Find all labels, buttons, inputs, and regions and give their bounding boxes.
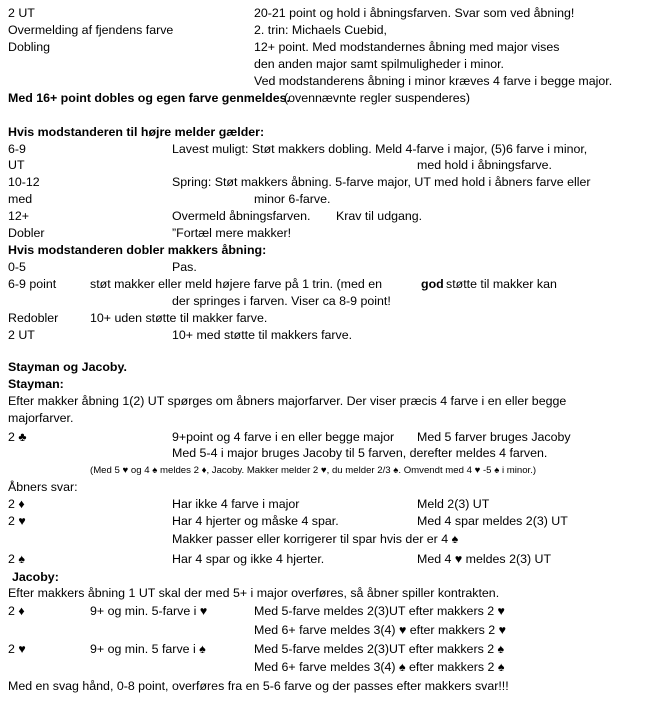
- text-line: Med 4 ♥ meldes 2(3) UT: [417, 552, 552, 566]
- text-line: Åbners svar:: [8, 480, 78, 494]
- heading-text: Stayman og Jacoby.: [8, 360, 127, 374]
- text-line: 2 ♥: [8, 642, 26, 656]
- text-line: UT: [8, 158, 25, 172]
- text-line: Overmelding af fjendens farve: [8, 23, 174, 37]
- text-line: 20-21 point og hold i åbningsfarven. Svar som ved åbning!: [254, 6, 575, 20]
- text-line: Med 5 farver bruges Jacoby: [417, 430, 571, 444]
- text-line: Ved modstanderens åbning i minor kræves 4 farve i begge major.: [254, 74, 613, 88]
- text-line: (Med 5 ♥ og 4 ♠ meldes 2 ♦, Jacoby. Makker melder 2 ♥, du melder 2/3 ♠. Omvendt med 4 ♥ -5 ♠ i minor.): [90, 465, 537, 476]
- text-line: Har 4 spar og ikke 4 hjerter.: [172, 552, 325, 566]
- text-line: 10+ med støtte til makkers farve.: [172, 328, 353, 342]
- text-line: Har 4 hjerter og måske 4 spar.: [172, 514, 339, 528]
- text-line: støtte til makker kan: [446, 277, 557, 291]
- text-line: Har ikke 4 farve i major: [172, 497, 300, 511]
- text-line: med hold i åbningsfarve.: [417, 158, 553, 172]
- text-line: Krav til udgang.: [336, 209, 423, 223]
- text-line: Efter makker åbning 1(2) UT spørges om åbners majorfarver. Der viser præcis 4 farve i en eller begge: [8, 394, 567, 408]
- heading-text: god: [421, 277, 444, 291]
- text-line: Med 6+ farve meldes 3(4) ♠ efter makkers 2 ♠: [254, 660, 505, 674]
- text-line: 10+ uden støtte til makker farve.: [90, 311, 268, 325]
- text-line: 2 ♦: [8, 604, 25, 618]
- text-line: Spring: Støt makkers åbning. 5-farve major, UT med hold i åbners farve eller: [172, 175, 591, 189]
- text-line: Med 5-farve meldes 2(3)UT efter makkers 2 ♠: [254, 642, 505, 656]
- text-line: 6-9: [8, 142, 26, 156]
- text-line: der springes i farven. Viser ca 8-9 point!: [172, 294, 391, 308]
- text-line: Med 6+ farve meldes 3(4) ♥ efter makkers 2 ♥: [254, 623, 506, 637]
- text-line: 12+: [8, 209, 30, 223]
- text-line: 2. trin: Michaels Cuebid,: [254, 23, 387, 37]
- text-line: 2 ♠: [8, 552, 25, 566]
- text-line: Dobling: [8, 40, 51, 54]
- text-line: Efter makkers åbning 1 UT skal der med 5+ i major overføres, så åbner spiller kontrakten.: [8, 586, 500, 600]
- text-line: 2 ♥: [8, 514, 26, 528]
- text-line: Lavest muligt: Støt makkers dobling. Meld 4-farve i major, (5)6 farve i minor,: [172, 142, 588, 156]
- text-line: 9+point og 4 farve i en eller begge major: [172, 430, 395, 444]
- heading-text: Hvis modstanderen til højre melder gælder:: [8, 125, 265, 139]
- text-line: Med en svag hånd, 0-8 point, overføres fra en 5-6 farve og der passes efter makkers svar!!!: [8, 679, 509, 693]
- text-line: Overmeld åbningsfarven.: [172, 209, 311, 223]
- text-line: Med 5-4 i major bruges Jacoby til 5 farven, derefter meldes 4 farven.: [172, 446, 548, 460]
- text-line: 2 ♦: [8, 497, 25, 511]
- text-line: 0-5: [8, 260, 26, 274]
- text-line: 2 UT: [8, 6, 35, 20]
- text-line: 6-9 point: [8, 277, 57, 291]
- text-line: Dobler: [8, 226, 45, 240]
- text-line: 2 UT: [8, 328, 35, 342]
- text-line: Med 5-farve meldes 2(3)UT efter makkers 2 ♥: [254, 604, 505, 618]
- text-line: Meld 2(3) UT: [417, 497, 490, 511]
- text-line: den anden major samt spilmuligheder i minor.: [254, 57, 505, 71]
- text-line: med: [8, 192, 33, 206]
- heading-text: Med 16+ point dobles og egen farve genmeldes.: [8, 91, 290, 105]
- text-line: 2 ♣: [8, 430, 27, 444]
- text-line: Med 4 spar meldes 2(3) UT: [417, 514, 568, 528]
- text-line: 10-12: [8, 175, 40, 189]
- text-line: Makker passer eller korrigerer til spar hvis der er 4 ♠: [172, 532, 459, 546]
- text-line: 12+ point. Med modstandernes åbning med major vises: [254, 40, 560, 54]
- text-line: Pas.: [172, 260, 197, 274]
- heading-text: Stayman:: [8, 377, 64, 391]
- text-line: 9+ og min. 5 farve i ♠: [90, 642, 206, 656]
- heading-text: Jacoby:: [12, 570, 59, 584]
- text-line: 9+ og min. 5-farve i ♥: [90, 604, 208, 618]
- text-line: majorfarver.: [8, 411, 74, 425]
- text-line: Redobler: [8, 311, 59, 325]
- text-line: minor 6-farve.: [254, 192, 331, 206]
- text-line: (ovennævnte regler suspenderes): [284, 91, 470, 105]
- heading-text: Hvis modstanderen dobler makkers åbning:: [8, 243, 267, 257]
- text-line: ”Fortæl mere makker!: [172, 226, 292, 240]
- text-line: støt makker eller meld højere farve på 1 trin. (med en: [90, 277, 382, 291]
